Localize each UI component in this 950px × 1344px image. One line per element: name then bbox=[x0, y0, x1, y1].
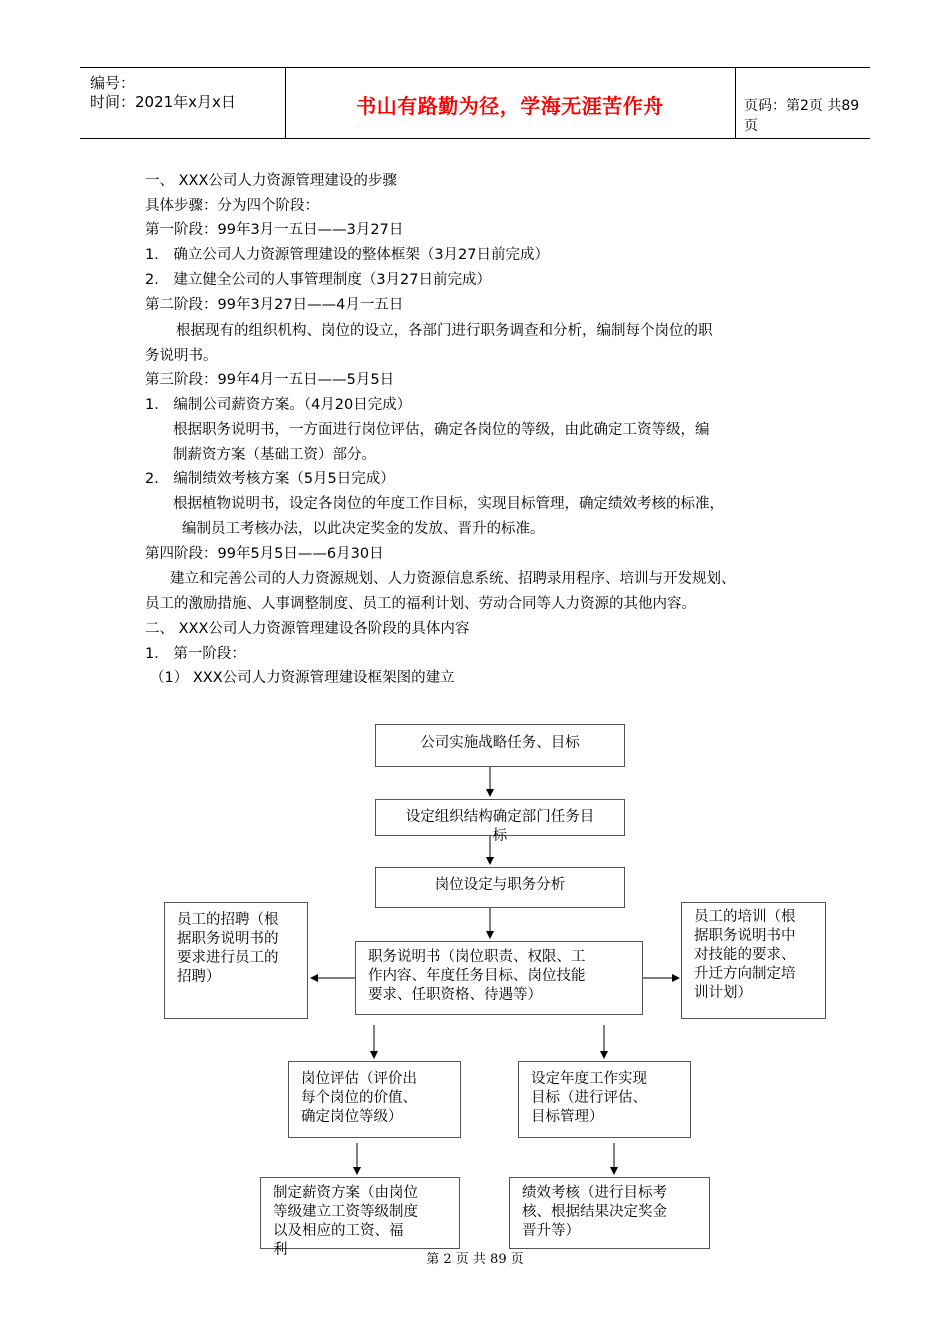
post-setting-text: 岗位设定与职务分析 bbox=[434, 877, 566, 893]
annual-goals-text: 设定年度工作实现 bbox=[531, 1071, 647, 1087]
annual-goals-text: 目标管理） bbox=[531, 1109, 604, 1125]
post-setting-box bbox=[375, 867, 625, 908]
training-text: 训计划） bbox=[694, 985, 752, 1001]
list-item: 2． 建立健全公司的人事管理制度（3月27日前完成） bbox=[145, 272, 492, 288]
text-line: 具体步骤：分为四个阶段： bbox=[145, 198, 319, 214]
salary-plan-text: 制定薪资方案（由岗位 bbox=[273, 1185, 418, 1201]
sub-heading: （1） XXX公司人力资源管理建设框架图的建立 bbox=[150, 670, 455, 686]
text-line: 务说明书。 bbox=[145, 348, 218, 364]
performance-text: 绩效考核（进行目标考 bbox=[522, 1185, 667, 1201]
text-line: 根据植物说明书，设定各岗位的年度工作目标，实现目标管理，确定绩效考核的标准， bbox=[173, 496, 724, 512]
salary-plan-text: 以及相应的工资、福 bbox=[273, 1223, 404, 1239]
text-line: 员工的激励措施、人事调整制度、员工的福利计划、劳动合同等人力资源的其他内容。 bbox=[145, 596, 696, 612]
org-structure-box bbox=[375, 799, 625, 844]
recruitment-text: 要求进行员工的 bbox=[177, 950, 279, 966]
phase-heading: 第一阶段：99年3月一五日——3月27日 bbox=[145, 222, 404, 238]
strategy-box bbox=[375, 724, 625, 767]
training-text: 升迁方向制定培 bbox=[694, 966, 796, 982]
training-text: 员工的培训（根 bbox=[694, 909, 796, 925]
job-description-text: 职务说明书（岗位职责、权限、工 bbox=[368, 949, 586, 965]
list-item: 1． 第一阶段： bbox=[145, 646, 246, 662]
motto: 书山有路勤为径，学海无涯苦作舟 bbox=[356, 94, 664, 118]
section-heading-2: 二、 XXX公司人力资源管理建设各阶段的具体内容 bbox=[145, 621, 470, 637]
time-label: 时间：2021年x月x日 bbox=[90, 93, 236, 111]
job-description-text: 要求、任职资格、待遇等） bbox=[368, 987, 542, 1003]
salary-plan-text: 利 bbox=[273, 1242, 288, 1258]
text-line: 根据职务说明书，一方面进行岗位评估，确定各岗位的等级，由此确定工资等级，编 bbox=[173, 422, 710, 438]
phase-heading: 第四阶段：99年5月5日——6月30日 bbox=[145, 546, 384, 562]
training-text: 对技能的要求、 bbox=[694, 947, 796, 963]
text-line: 建立和完善公司的人力资源规划、人力资源信息系统、招聘录用程序、培训与开发规划、 bbox=[170, 571, 736, 587]
list-item: 1． 确立公司人力资源管理建设的整体框架（3月27日前完成） bbox=[145, 247, 550, 263]
training-text: 据职务说明书中 bbox=[694, 928, 796, 944]
list-item: 2． 编制绩效考核方案（5月5日完成） bbox=[145, 471, 395, 487]
salary-plan-text: 等级建立工资等级制度 bbox=[273, 1204, 418, 1220]
post-evaluation-text: 岗位评估（评价出 bbox=[301, 1071, 417, 1087]
performance-text: 核、根据结果决定奖金 bbox=[522, 1204, 667, 1220]
recruitment-box bbox=[164, 902, 308, 1019]
number-label: 编号： bbox=[90, 74, 136, 92]
post-evaluation-box bbox=[288, 1061, 461, 1138]
section-heading-1: 一、 XXX公司人力资源管理建设的步骤 bbox=[145, 173, 397, 189]
phase-heading: 第二阶段：99年3月27日——4月一五日 bbox=[145, 297, 404, 313]
list-item: 1． 编制公司薪资方案。（4月20日完成） bbox=[145, 397, 412, 413]
performance-text: 晋升等） bbox=[522, 1223, 580, 1239]
page-footer: 第 2 页 共 89 页 bbox=[426, 1252, 524, 1267]
performance-box bbox=[509, 1177, 710, 1249]
strategy-text: 公司实施战略任务、目标 bbox=[420, 735, 580, 751]
phase-heading: 第三阶段：99年4月一五日——5月5日 bbox=[145, 372, 395, 388]
post-evaluation-text: 确定岗位等级） bbox=[301, 1109, 403, 1125]
recruitment-text: 据职务说明书的 bbox=[177, 931, 279, 947]
text-line: 制薪资方案（基础工资）部分。 bbox=[173, 447, 376, 463]
post-evaluation-text: 每个岗位的价值、 bbox=[301, 1090, 417, 1106]
job-description-text: 作内容、年度任务目标、岗位技能 bbox=[368, 968, 586, 984]
job-description-box bbox=[355, 941, 643, 1015]
training-box bbox=[681, 902, 826, 1019]
recruitment-text: 招聘） bbox=[177, 969, 221, 985]
recruitment-text: 员工的招聘（根 bbox=[177, 912, 279, 928]
org-structure-text: 标 bbox=[492, 828, 508, 844]
annual-goals-box bbox=[518, 1061, 691, 1138]
text-line: 编制员工考核办法，以此决定奖金的发放、晋升的标准。 bbox=[182, 521, 545, 537]
org-structure-text: 设定组织结构确定部门任务目 bbox=[405, 809, 595, 825]
text-line: 根据现有的组织机构、岗位的设立，各部门进行职务调查和分析，编制每个岗位的职 bbox=[176, 323, 713, 339]
page-number: 页码：第2页 共89页 bbox=[744, 98, 860, 134]
salary-plan-box bbox=[260, 1177, 460, 1258]
annual-goals-text: 目标（进行评估、 bbox=[531, 1090, 647, 1106]
